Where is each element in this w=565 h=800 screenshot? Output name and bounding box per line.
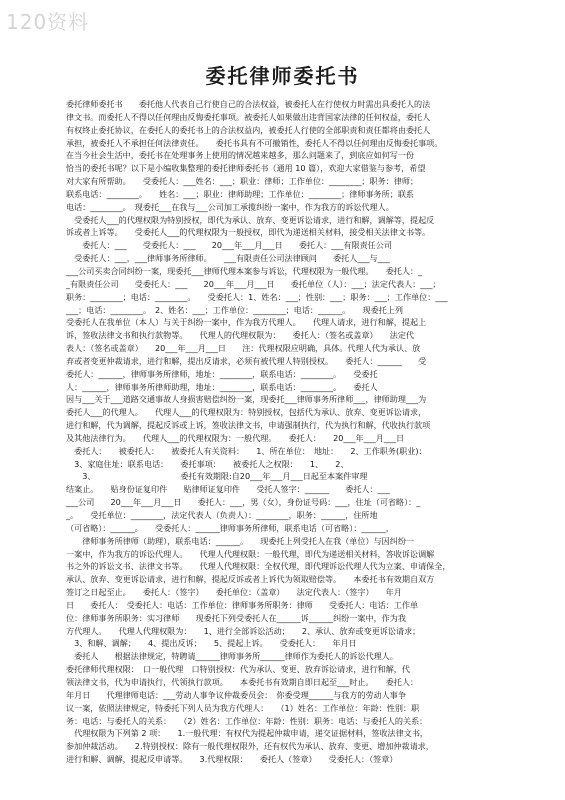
body-line: 受委托人___的代理权限为特别授权，即代为承认、放弃、变更诉讼请求，进行和解，调解等，提起反 xyxy=(66,214,435,225)
body-line: 进行和解、调解，提起反申请等。 3.代理权限： 委托人（签章） 受委托人：（签章） xyxy=(66,754,398,765)
body-line: 对大家有所帮助。 受委托人：___姓名：___；职业：律师；工作单位：________；职务：律师； xyxy=(66,176,419,187)
document-title: 委托律师委托书 xyxy=(205,64,360,88)
body-line: 因与___关于___道路交通事故人身损害赔偿纠纷一案，现委托___律师事务所律师___，律师助理___为 xyxy=(66,394,427,405)
body-line: 进行和解，代为调解，提起反诉或上诉，签收法律文书，申请强制执行，代为执行和解，代收执行款项 xyxy=(66,420,431,431)
body-line: 领法律文书，代为申请执行，代领执行款项。 本委托书有效期自即日起至___时止。 委托人： xyxy=(66,676,419,687)
body-line: 职务：________；电话：________。 受委托人：1、姓名：___；性别：___；职务：___；工作单位：___ xyxy=(66,291,448,302)
body-line: 有权终止委托协议，在委托人的委托书上的合法权益内，被委托人行使的全部职责和责任都将由委托人 xyxy=(66,124,431,135)
body-line: ___公司买卖合同纠纷一案，现委托___律师代理本案参与诉讼，代理权限为一般代理。 委托人：_ xyxy=(66,265,423,276)
body-line: 受委托人：___，___律师事务所律师。 ___有限责任公司法律顾问 委托人___与___ xyxy=(66,253,390,264)
body-line: 3、家庭住址：联系电话： 委托事项： 被委托人之权限： 1、 2、 xyxy=(66,458,349,469)
watermark-logo: 120资料 xyxy=(6,10,90,34)
body-line: 人：______，律师事务所律师助理，地址：________，联系电话：________。 委托人 xyxy=(66,381,378,392)
body-line: 结案止。 贴身份证复印件 贴律师证复印件 受托人签字：______ 委托人：___ xyxy=(66,484,390,495)
body-line: 电话：________。 现委托___在我与___公司加工承揽纠纷一案中，作为我方的诉讼代理人。 xyxy=(66,201,394,212)
body-line: 位：律师事务所职务：实习律师 现委托下列受委托人在______诉______纠纷一案中，作为我 xyxy=(66,612,406,623)
document-body xyxy=(66,98,504,766)
body-line: 诉，签收法律文书和执行款物等。 代理人的代理权限为： 委托人：（签名或盖章） 法定代 xyxy=(66,330,415,341)
body-line: 3、和解、调解； 4、提出反诉； 5、提起上诉。 受委托人： 年月日 xyxy=(66,638,357,649)
body-line: 书之外的诉讼文书、法律文书等。 代理人代理权限：全权代理，即代理诉讼代理人代为立案、申请保全， xyxy=(66,561,451,572)
body-line: 联系电话：________。 姓名：___；职业：律师助理；工作单位：________；律师事务所；联系 xyxy=(66,188,415,199)
body-line: 律师事务所律师（助理），联系电话：______。 现委托上列受托人在我（单位）与因纠纷一 xyxy=(66,535,415,546)
body-line: （可省略）：______。 受委托人：______律师事务所律师，联系电话（可省略）：______， xyxy=(66,522,394,533)
body-line: 委托律师代理权限： 口一般代理 口特别授权：代为承认、变更、放弃诉讼请求，进行和解，代 xyxy=(66,664,410,675)
body-line: 委托人：______，律师事务所律师，地址：________，联系电话：________。 受委托 xyxy=(66,368,378,379)
body-line: 委托人：___ 受委托人：___ 20___年___月___日 委托人：___有限责任公司 xyxy=(66,240,392,251)
body-line: 签订之日起至止。 委托人：（签字） 委托单位：（盖章） 法定代表人：（签字） 年月 xyxy=(66,587,402,598)
body-line: 及其他法律行为。 代理人___的代理权限为：一般代理。 委托人： 20___年___月___日 xyxy=(66,432,405,443)
body-line: 委托人： 被委托人： 被委托人有关资料： 1、所在单位： 地址： 2、工作职务(职业)： xyxy=(66,445,427,456)
body-line: 3、 委托有效期限:自20___年___月___日起至本案件审理 xyxy=(66,471,368,482)
body-line: 方代理人。 代理人代理权限为： 1、进行全部诉讼活动； 2、承认、放弃或变更诉讼请求； xyxy=(66,625,421,636)
body-line: 议一案，依照法律规定，特委托下列人员为我方代理人： （1）姓名：工作单位：年龄：性别：职 xyxy=(66,702,420,713)
body-line: _有限责任公司 受委托人：___ 20___年___月___日 委托单位（人）：___；法定代表人：___； xyxy=(66,278,441,289)
body-line: 在当今社会生活中，委托书在处理事务上使用的情况越来越多，那么问题来了，到底应如何写一份 xyxy=(66,150,415,161)
body-line: 恰当的委托书呢？以下是小编收集整理的委托律师委托书（通用 10 篇），欢迎大家借鉴与参考，希望 xyxy=(66,163,426,174)
body-line: 委托人 根据法律规定，特聘请______律师事务所______律师作为委托人的诉讼代理人。 xyxy=(66,651,398,662)
body-line: 受委托人在我单位（本人）与关于纠纷一案中，作为我方代理人。 代理人请求，进行和解，提起上 xyxy=(66,317,427,328)
body-line: 务：电话：与委托人的关系： （2）姓名：工作单位：年龄：性别：职务：电话：与委托人的关系： xyxy=(66,715,428,726)
body-line: ___公司 20___年___月___日 委托人：___，男（女），身份证号码：___，住址（可省略）：_ xyxy=(66,497,421,508)
body-line: 律文书。而委托人不得以任何理由反悔委托事项。被委托人如果做出违背国家法律的任何权益，委托人 xyxy=(66,111,431,122)
body-line: 诉或者上诉等。 受委托人___的代理权限为一般授权，即代为递送相关材料，接受相关法律文书等。 xyxy=(66,227,431,238)
body-line: 承认、放弃、变更诉讼请求，进行和解，提起反诉或者上诉代为领取赔偿等。 本委托书有效期自双方 xyxy=(66,574,435,585)
body-line: 年月日 代理律师电话：___劳动人事争议仲裁委员会： 你委受理______与我方的劳动人事争 xyxy=(66,689,406,700)
body-line: 一案中，作为我方的诉讼代理人。 代理人代理权限：一般代理，即代为递送相关材料，答收诉讼调解 xyxy=(66,548,435,559)
body-line: 代理权限为下列第 2 项： 1.一般代理：有权代为提起仲裁申请，递交证据材料，签收法律文书， xyxy=(66,728,429,739)
body-line: 委托律师委托书 委托他人代表自己行使自己的合法权益，被委托人在行使权力时需出具委托人的法 xyxy=(66,99,431,109)
body-line: 委托人___的代理人。 代理人___的代理权限为：特别授权，包括代为承认、放弃、变更诉讼请求， xyxy=(66,407,427,418)
body-line: _。 受托单位：________，法定代表人（负责人）：________，职务：______，住所地 xyxy=(66,510,378,520)
body-line: 日 委托人： 受委托人：电话：工作单位：律师事务所职务：律师 受委托人：电话：工作单 xyxy=(66,599,419,610)
body-line: 表人：（签名或盖章） 20___年___月___日 注：代理权限应明确，具体。代理人代为承认、放 xyxy=(66,343,421,354)
body-line: 承担，被委托人不承担任何法律责任。 委托书具有不可撤销性，委托人不得以任何理由反悔委托事项。 xyxy=(66,137,443,148)
body-line: 弃或者变更仲裁请求，进行和解，提出反请求，必须有被代理人特别授权。 委托人：______ 受 xyxy=(66,355,427,366)
body-line: ___；电话：________。 2、姓名：___；工作单位：________；电话：______。 现委托上列 xyxy=(66,304,403,315)
body-line: 参加仲裁活动。 2.特别授权：除有一般代理权限外，还有权代为承认、放弃、变更、增加仲裁请求， xyxy=(66,741,434,752)
